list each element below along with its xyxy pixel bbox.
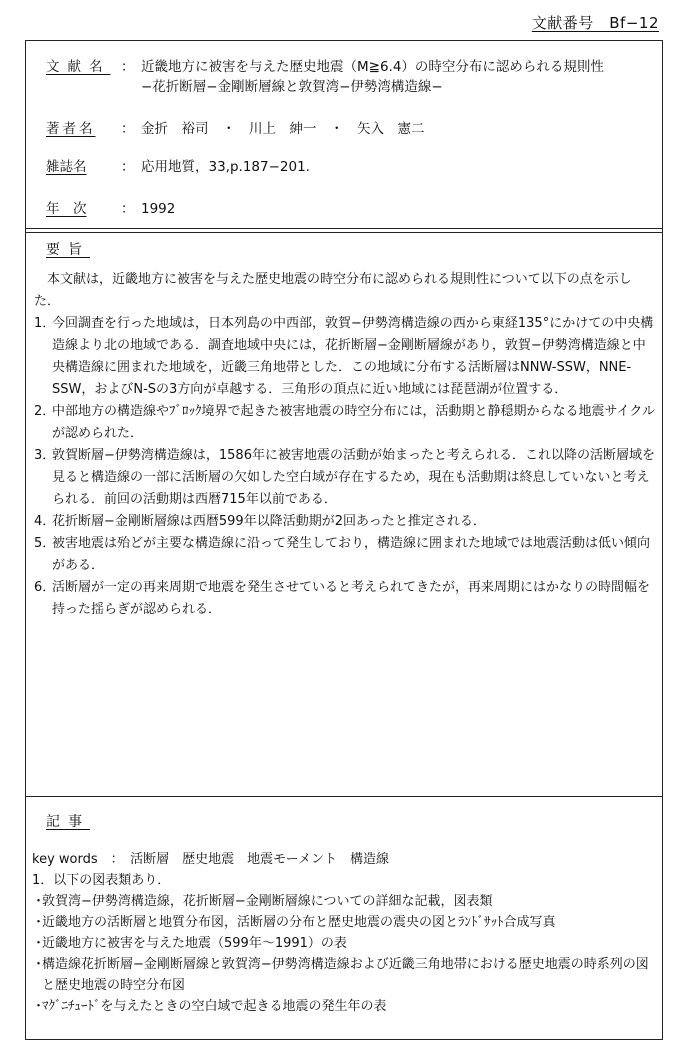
authors-label: 著者名	[46, 121, 96, 137]
item-number: 3．	[34, 448, 56, 463]
notes-heading: 記事	[46, 814, 90, 830]
item-number: 6．	[34, 580, 56, 595]
item-text: 中部地方の構造線やﾌﾞﾛｯｸ境界で起きた被害地震の時空分布には，活動期と静穏期からなる地震サイクルが認められた．	[52, 404, 655, 441]
title-line-1: 近畿地方に被害を与えた歴史地震（M≧6.4）の時空分布に認められる規則性	[141, 59, 604, 75]
summary-item	[34, 577, 656, 621]
item-text: 活断層が一定の再来周期で地震を発生させていると考えられてきたが，再来周期にはかなりの時間幅を持った揺らぎが認められる．	[52, 580, 651, 617]
summary-item	[34, 401, 656, 445]
bullet-text: ﾏｸﾞﾆﾁｭｰﾄﾞを与えたときの空白域で起きる地震の発生年の表	[42, 999, 387, 1014]
bullet-text: 近畿地方に被害を与えた地震（599年〜1991）の表	[42, 936, 347, 951]
title-label: 文献名	[46, 59, 111, 75]
document-number: 文献番号 Bf−12	[531, 14, 659, 32]
title-line-2: −花折断層−金剛断層線と敦賀湾−伊勢湾構造線−	[141, 79, 443, 95]
bullet-mark: ・	[32, 894, 46, 909]
bullet-text: 敦賀湾−伊勢湾構造線，花折断層−金剛断層線についての詳細な記載，図表類	[42, 894, 493, 909]
summary-intro: 本文献は，近畿地方に被害を与えた歴史地震の時空分布に認められる規則性について以下の点を示した．	[34, 272, 632, 309]
notes-bullet	[32, 912, 656, 933]
bullet-mark: ・	[32, 915, 46, 930]
notes-bullet	[32, 954, 656, 996]
notes-bullet	[32, 891, 656, 912]
item-number: 4．	[34, 514, 56, 529]
notes-bullet	[32, 933, 656, 954]
item-number: 5．	[34, 536, 56, 551]
item-text: 花折断層−金剛断層線は西暦599年以降活動期が2回あったと推定される．	[52, 514, 486, 529]
bullet-text: 近畿地方の活断層と地質分布図，活断層の分布と歴史地震の震央の図とﾗﾝﾄﾞｻｯﾄ合成写真	[42, 915, 556, 930]
item-text: 今回調査を行った地域は，日本列島の中西部，敦賀−伊勢湾構造線の西から東経135°にかけての中央構造線より北の地域である．調査地域中央には，花折断層−金剛断層線があり，敦賀−伊勢湾構造線と中央構造線に囲まれた地域を，近畿三角地帯とした．この地域に分布する活断層はNNW-SSW，NNE-SSW，およびN-Sの3方向が卓越する．三角形の頂点に近い地域には琵琶湖が位置する．	[52, 316, 654, 397]
title-value	[141, 57, 652, 97]
item-text: 被害地震は殆どが主要な構造線に沿って発生しており，構造線に囲まれた地域では地震活動は低い傾向がある．	[52, 536, 651, 573]
year-label: 年 次	[46, 201, 87, 217]
year-colon: ：	[121, 201, 135, 217]
summary-item	[34, 511, 656, 533]
summary-item	[34, 445, 656, 511]
notes-body	[32, 849, 656, 1017]
bullet-mark: ・	[32, 999, 46, 1014]
journal-value: 応用地質，33,p.187−201.	[141, 159, 310, 175]
authors-value: 金折 裕司 ・ 川上 紳一 ・ 矢入 憲二	[141, 121, 425, 137]
keywords-line: key words ： 活断層 歴史地震 地震モーメント 構造線	[32, 852, 389, 867]
notes-divider	[26, 796, 662, 797]
item-number: 2．	[34, 404, 56, 419]
item-number: 1．	[34, 316, 56, 331]
document-frame	[25, 40, 663, 1040]
item-text: 敦賀断層−伊勢湾構造線は，1586年に被害地震の活動が始まったと考えられる．これ以降の活断層域を見ると構造線の一部に活断層の欠如した空白域が存在するため，現在も活動期は終息していないと考えられる．前回の活動期は西暦715年以前である．	[52, 448, 655, 507]
notes-bullet	[32, 996, 656, 1017]
summary-item	[34, 313, 656, 401]
title-colon: ：	[121, 59, 135, 75]
bullet-mark: ・	[32, 936, 46, 951]
section-divider	[26, 228, 662, 233]
notes-list-intro: 1．以下の図表類あり．	[32, 873, 171, 888]
year-value: 1992	[141, 201, 176, 217]
summary-heading: 要旨	[46, 242, 90, 258]
authors-colon: ：	[121, 121, 135, 137]
journal-label: 雑誌名	[46, 159, 87, 175]
summary-body	[34, 269, 656, 621]
bullet-text: 構造線花折断層−金剛断層線と敦賀湾−伊勢湾構造線および近畿三角地帯における歴史地震の時系列の図と歴史地震の時空分布図	[42, 957, 649, 993]
bullet-mark: ・	[32, 957, 46, 972]
journal-colon: ：	[121, 159, 135, 175]
summary-item	[34, 533, 656, 577]
